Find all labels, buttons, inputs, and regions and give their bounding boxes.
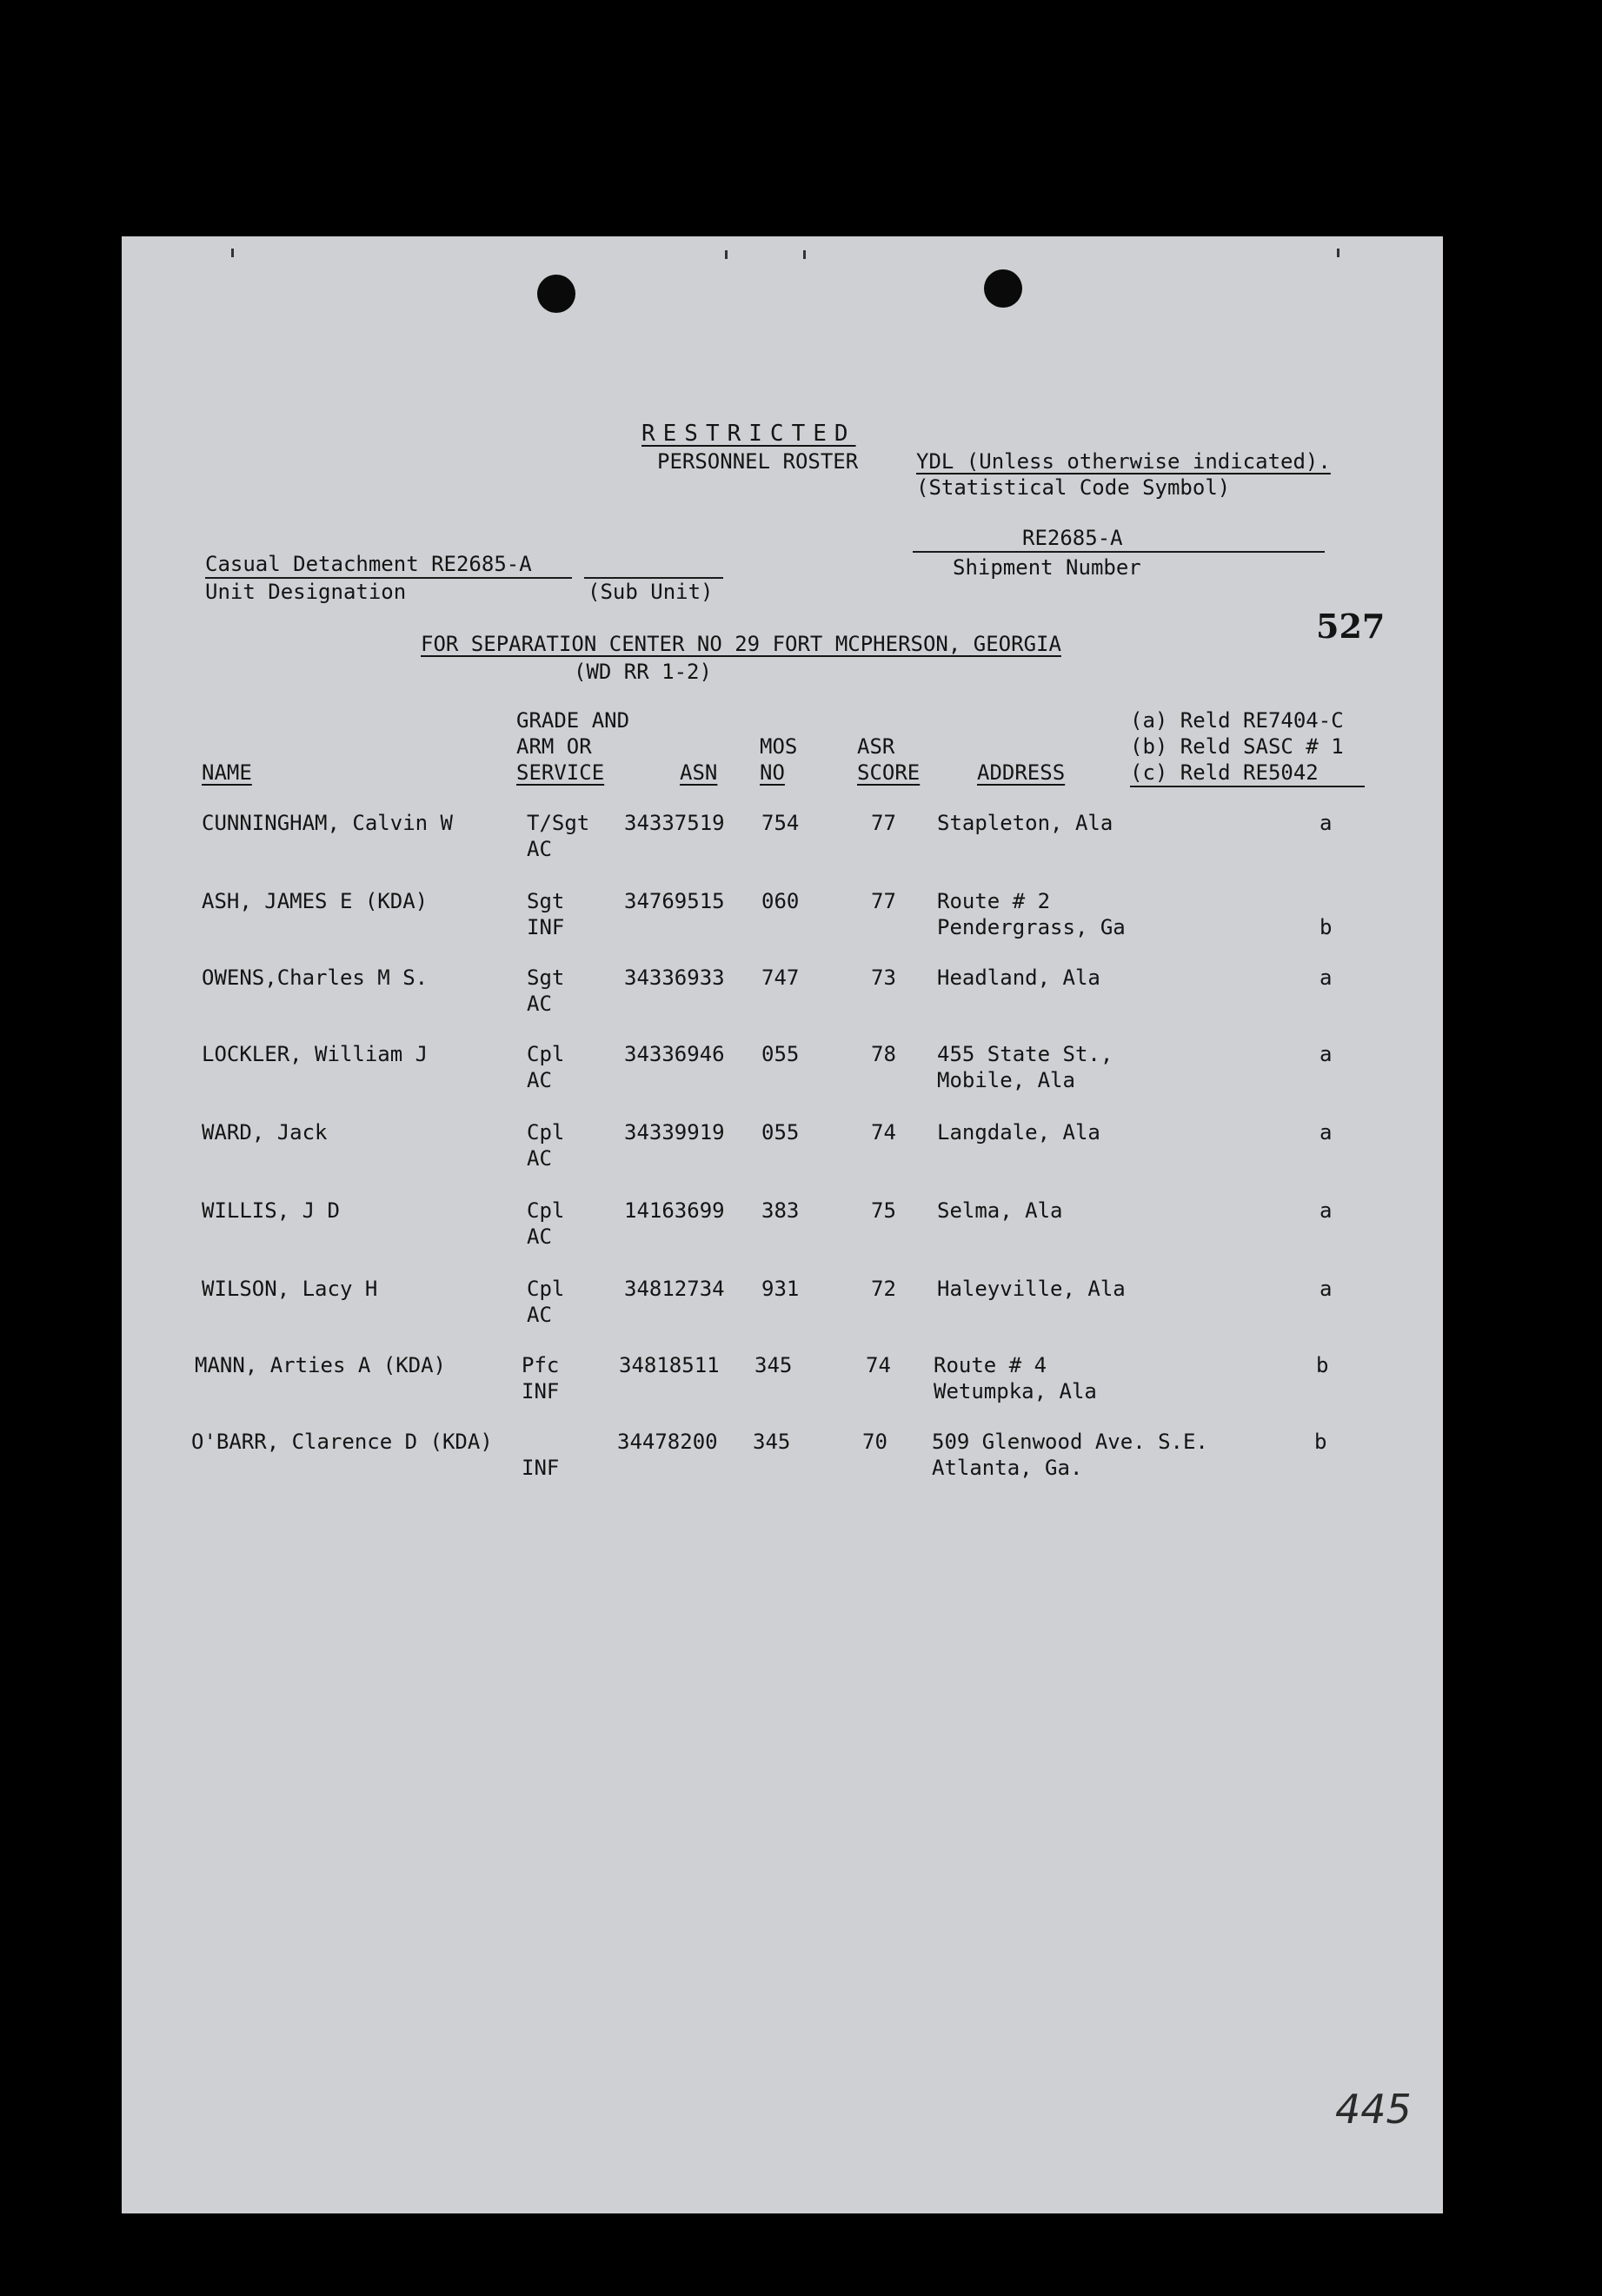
separation-center-line: FOR SEPARATION CENTER NO 29 FORT MCPHERSON, GEORGIA (421, 632, 1061, 656)
row-address-1: Route # 2 (937, 889, 1051, 913)
row-grade: Sgt (527, 966, 565, 990)
row-asn: 34812734 (624, 1277, 725, 1301)
row-arm: AC (527, 837, 552, 861)
row-arm: INF (522, 1456, 560, 1480)
row-mos: 055 (761, 1042, 800, 1066)
row-grade: Cpl (527, 1277, 565, 1301)
row-grade: T/Sgt (527, 811, 590, 835)
row-code: a (1319, 1277, 1333, 1301)
row-asr: 72 (871, 1277, 896, 1301)
row-mos: 055 (761, 1120, 800, 1145)
row-code: a (1319, 966, 1333, 990)
row-code: b (1314, 1430, 1327, 1454)
row-address-2: Pendergrass, Ga (937, 915, 1126, 939)
col-grade-line2: ARM OR (516, 734, 592, 759)
row-address-1: Langdale, Ala (937, 1120, 1100, 1145)
row-name: MANN, Arties A (KDA) (195, 1353, 446, 1377)
row-name: LOCKLER, William J (202, 1042, 429, 1066)
row-name: ASH, JAMES E (KDA) (202, 889, 429, 913)
row-grade: Pfc (522, 1353, 560, 1377)
margin-mark (725, 250, 728, 259)
row-code: a (1319, 1120, 1333, 1145)
row-address-1: Route # 4 (934, 1353, 1047, 1377)
row-asr: 74 (871, 1120, 896, 1145)
row-mos: 345 (753, 1430, 791, 1454)
row-asn: 34336946 (624, 1042, 725, 1066)
shipment-number-label: Shipment Number (953, 555, 1141, 580)
col-address-header: ADDRESS (977, 760, 1066, 785)
row-arm: AC (527, 1224, 552, 1249)
row-mos: 060 (761, 889, 800, 913)
shipment-underline (913, 551, 1325, 553)
row-asn: 34478200 (617, 1430, 718, 1454)
row-mos: 754 (761, 811, 800, 835)
note-b: (b) Reld SASC # 1 (1130, 734, 1344, 759)
row-grade: Cpl (527, 1198, 565, 1223)
row-address-1: Headland, Ala (937, 966, 1100, 990)
margin-mark (1337, 249, 1339, 257)
col-name-header: NAME (202, 760, 252, 785)
restricted-heading: RESTRICTED (641, 421, 856, 447)
col-mos-line2: NO (760, 760, 785, 785)
row-asr: 74 (866, 1353, 891, 1377)
row-address-1: Stapleton, Ala (937, 811, 1113, 835)
note-c: (c) Reld RE5042 (1130, 760, 1319, 785)
row-arm: AC (527, 1146, 552, 1171)
row-address-1: Selma, Ala (937, 1198, 1063, 1223)
row-mos: 931 (761, 1277, 800, 1301)
unit-designation-label: Unit Designation (205, 580, 407, 604)
row-asn: 34336933 (624, 966, 725, 990)
col-asn-header: ASN (680, 760, 718, 785)
row-asr: 78 (871, 1042, 896, 1066)
row-arm: AC (527, 992, 552, 1016)
row-arm: AC (527, 1303, 552, 1327)
row-grade: Cpl (527, 1120, 565, 1145)
punch-hole-left (537, 275, 575, 313)
row-mos: 383 (761, 1198, 800, 1223)
row-code: b (1319, 915, 1333, 939)
col-asr-line2: SCORE (857, 760, 921, 785)
personnel-roster-title: PERSONNEL ROSTER (657, 449, 859, 474)
col-mos-line1: MOS (760, 734, 798, 759)
row-asr: 70 (862, 1430, 887, 1454)
col-grade-line3: SERVICE (516, 760, 605, 785)
row-name: WARD, Jack (202, 1120, 328, 1145)
row-asr: 73 (871, 966, 896, 990)
unit-designation-value: Casual Detachment RE2685-A (205, 552, 532, 576)
punch-hole-right (984, 269, 1022, 308)
row-asn: 14163699 (624, 1198, 725, 1223)
row-code: a (1319, 811, 1333, 835)
margin-mark (231, 249, 234, 257)
notes-underline (1130, 786, 1365, 787)
row-address-1: 509 Glenwood Ave. S.E. (932, 1430, 1208, 1454)
row-asn: 34339919 (624, 1120, 725, 1145)
shipment-number-value: RE2685-A (1022, 526, 1123, 550)
row-name: OWENS,Charles M S. (202, 966, 429, 990)
row-asn: 34818511 (619, 1353, 720, 1377)
row-asr: 77 (871, 811, 896, 835)
row-arm: INF (522, 1379, 560, 1403)
row-name: WILSON, Lacy H (202, 1277, 378, 1301)
sub-unit-label: (Sub Unit) (588, 580, 714, 604)
row-address-2: Atlanta, Ga. (932, 1456, 1083, 1480)
row-mos: 345 (754, 1353, 793, 1377)
margin-mark (803, 250, 806, 259)
row-code: b (1316, 1353, 1329, 1377)
row-grade: Sgt (527, 889, 565, 913)
row-address-2: Wetumpka, Ala (934, 1379, 1097, 1403)
row-name: CUNNINGHAM, Calvin W (202, 811, 453, 835)
row-asn: 34769515 (624, 889, 725, 913)
row-address-2: Mobile, Ala (937, 1068, 1075, 1092)
page-number: 527 (1316, 607, 1386, 646)
col-asr-line1: ASR (857, 734, 895, 759)
row-arm: AC (527, 1068, 552, 1092)
row-arm: INF (527, 915, 565, 939)
roster-page (122, 236, 1443, 2213)
row-address-1: Haleyville, Ala (937, 1277, 1126, 1301)
row-name: O'BARR, Clarence D (KDA) (191, 1430, 493, 1454)
note-a: (a) Reld RE7404-C (1130, 708, 1344, 733)
row-code: a (1319, 1198, 1333, 1223)
statistical-code-label: (Statistical Code Symbol) (916, 475, 1231, 500)
row-address-1: 455 State St., (937, 1042, 1113, 1066)
wd-rr-reference: (WD RR 1-2) (574, 660, 712, 684)
row-asr: 77 (871, 889, 896, 913)
row-asr: 75 (871, 1198, 896, 1223)
row-name: WILLIS, J D (202, 1198, 340, 1223)
col-grade-line1: GRADE AND (516, 708, 630, 733)
row-asn: 34337519 (624, 811, 725, 835)
handwritten-page-number: 445 (1335, 2086, 1412, 2133)
row-mos: 747 (761, 966, 800, 990)
ydl-line: YDL (Unless otherwise indicated). (916, 449, 1331, 474)
row-code: a (1319, 1042, 1333, 1066)
row-grade: Cpl (527, 1042, 565, 1066)
